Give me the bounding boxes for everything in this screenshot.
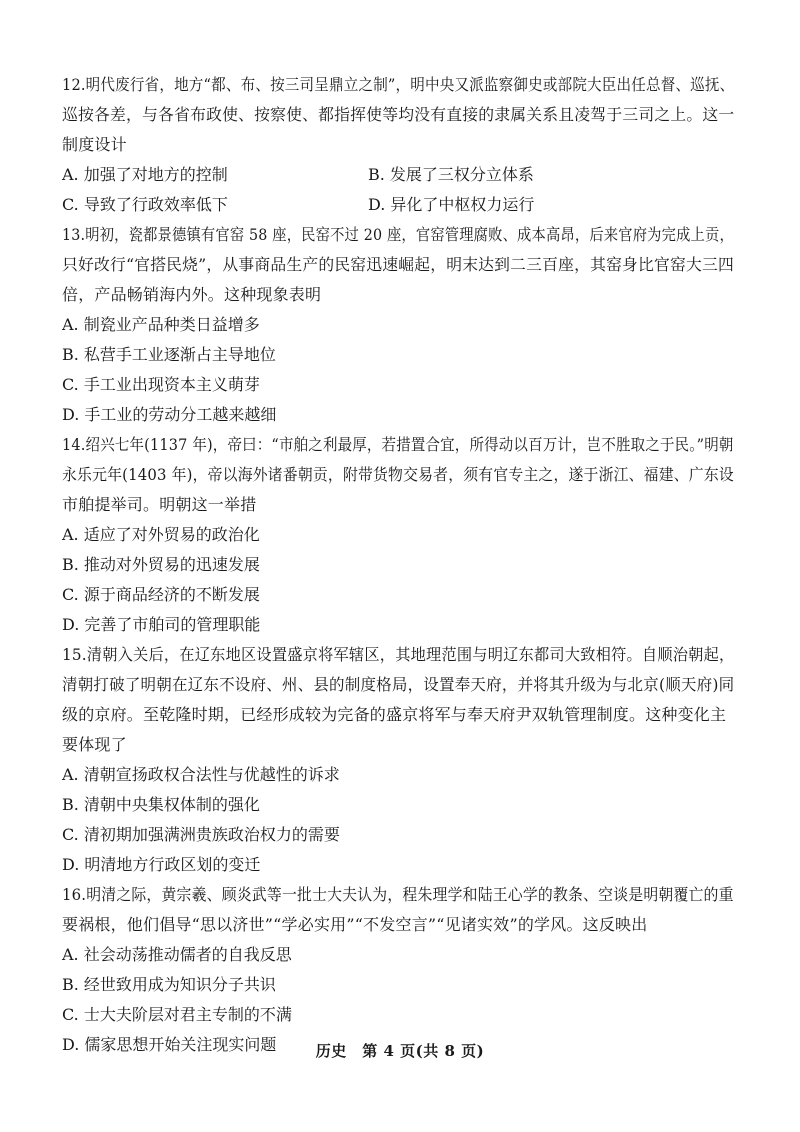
question-text-line: 15.清朝入关后，在辽东地区设置盛京将军辖区，其地理范围与明辽东都司大致相符。自顺治朝起，	[62, 645, 735, 664]
question-text-line: 14.绍兴七年(1137 年)，帝曰：“市舶之利最厚，若措置合宜，所得动以百万计，岂不胜取之于民。”明朝	[62, 435, 734, 454]
question-text-line: 要祸根，他们倡导“思以济世”“学必实用”“不发空言”“见诸实效”的学风。这反映出	[62, 915, 648, 934]
question-15	[62, 640, 735, 880]
question-text-line: 16.明清之际，黄宗羲、顾炎武等一批士大夫认为，程朱理学和陆王心学的教条、空谈是明朝覆亡的重	[62, 885, 734, 904]
option-a: A. 加强了对地方的控制	[62, 165, 228, 184]
option-c: C. 手工业出现资本主义萌芽	[62, 375, 260, 394]
question-text-line: 清朝打破了明朝在辽东不设府、州、县的制度格局，设置奉天府，并将其升级为与北京(顺天府)同	[62, 675, 735, 694]
question-text-line: 倍，产品畅销海内外。这种现象表明	[62, 285, 322, 304]
question-text-line: 只好改行“官搭民烧”，从事商品生产的民窑迅速崛起，明末达到二三百座，其窑身比官窑大三四	[62, 255, 734, 274]
option-d: D. 儒家思想开始关注现实问题	[62, 1035, 277, 1054]
question-text-line: 制度设计	[62, 135, 127, 154]
option-d: D. 完善了市舶司的管理职能	[62, 615, 261, 634]
options-row	[62, 190, 722, 220]
option-c: C. 源于商品经济的不断发展	[62, 585, 260, 604]
question-16	[62, 880, 734, 1060]
option-c: C. 清初期加强满洲贵族政治权力的需要	[62, 825, 340, 844]
option-b: B. 私营手工业逐渐占主导地位	[62, 345, 276, 364]
option-a: A. 社会动荡推动儒者的自我反思	[62, 945, 292, 964]
question-14	[62, 430, 734, 640]
question-text-line: 永乐元年(1403 年)，帝以海外诸番朝贡，附带货物交易者，须有官专主之，遂于浙江、福建、广东设	[62, 465, 734, 484]
question-text-line: 级的京府。至乾隆时期，已经形成较为完备的盛京将军与奉天府尹双轨管理制度。这种变化主	[62, 705, 727, 724]
option-b: B. 发展了三权分立体系	[368, 165, 534, 184]
page-footer: 历史 第 4 页(共 8 页)	[315, 1042, 485, 1060]
question-text-line: 巡按各差，与各省布政使、按察使、都指挥使等均没有直接的隶属关系且凌驾于三司之上。这一	[62, 105, 735, 124]
exam-page	[62, 70, 735, 1060]
question-text-line: 13.明初，瓷都景德镇有官窑 58 座，民窑不过 20 座，官窑管理腐败、成本高昂，后来官府为完成上贡，	[62, 225, 734, 244]
question-text-line: 12.明代废行省，地方“都、布、按三司呈鼎立之制”，明中央又派监察御史或部院大臣出任总督、巡抚、	[62, 75, 735, 94]
options-row	[62, 160, 722, 190]
option-a: A. 清朝宣扬政权合法性与优越性的诉求	[62, 765, 340, 784]
option-b: B. 经世致用成为知识分子共识	[62, 975, 276, 994]
question-12	[62, 70, 735, 220]
option-d: D. 明清地方行政区划的变迁	[62, 855, 261, 874]
option-a: A. 适应了对外贸易的政治化	[62, 525, 260, 544]
question-text-line: 要体现了	[62, 735, 127, 754]
option-a: A. 制瓷业产品种类日益增多	[62, 315, 260, 334]
question-text-line: 市舶提举司。明朝这一举措	[62, 495, 257, 514]
option-b: B. 推动对外贸易的迅速发展	[62, 555, 260, 574]
option-c: C. 导致了行政效率低下	[62, 195, 228, 214]
option-c: C. 士大夫阶层对君主专制的不满	[62, 1005, 292, 1024]
question-13	[62, 220, 734, 430]
option-d: D. 异化了中枢权力运行	[368, 195, 535, 214]
option-d: D. 手工业的劳动分工越来越细	[62, 405, 277, 424]
option-b: B. 清朝中央集权体制的强化	[62, 795, 260, 814]
